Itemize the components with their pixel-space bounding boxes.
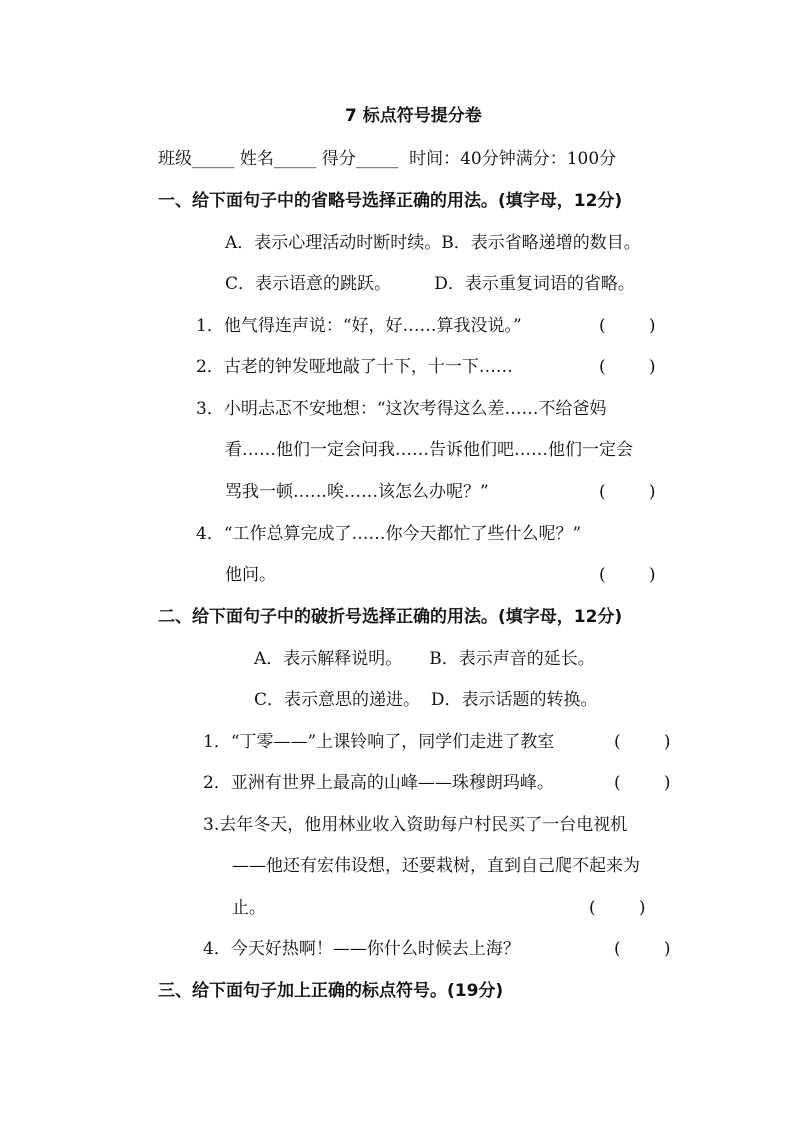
section-2-question-4: 4．今天好热啊！——你什么时候去上海？: [203, 939, 520, 959]
answer-blank[interactable]: ( ): [614, 732, 671, 752]
answer-blank[interactable]: ( ): [599, 357, 656, 377]
section-2-question-3-line-2: ——他还有宏伟设想，还要栽树，直到自己爬不起来为: [232, 856, 640, 876]
section-1-question-4-line-2: 他问。: [225, 565, 276, 585]
answer-blank[interactable]: ( ): [599, 565, 656, 585]
section-1-question-3-line-3: 骂我一顿……唉……该怎么办呢？”: [225, 482, 489, 502]
section-2-question-3-line-3: 止。: [232, 898, 266, 918]
section-1-question-3-line-1: 3．小明忐忑不安地想：“这次考得这么差……不给爸妈: [196, 399, 607, 419]
section-2-heading: 二、给下面句子中的破折号选择正确的用法。(填字母，12分): [158, 607, 623, 627]
section-2-option-row-2: C．表示意思的递进。 D．表示话题的转换。: [254, 690, 598, 710]
section-1-question-4-line-1: 4．“工作总算完成了……你今天都忙了些什么呢？”: [196, 524, 582, 544]
section-1-option-row-1: A．表示心理活动时断时续。B．表示省略递增的数目。: [225, 233, 641, 253]
section-2-question-1: 1．“丁零——”上课铃响了，同学们走进了教室: [203, 732, 555, 752]
section-2-option-row-1: A．表示解释说明。 B．表示声音的延长。: [254, 649, 595, 669]
answer-blank[interactable]: ( ): [599, 316, 656, 336]
section-3-heading: 三、给下面句子加上正确的标点符号。(19分): [158, 981, 504, 1001]
student-info-line: 班级_____ 姓名_____ 得分_____ 时间：40分钟满分：100分: [158, 149, 617, 169]
answer-blank[interactable]: ( ): [614, 773, 671, 793]
section-1-heading: 一、给下面句子中的省略号选择正确的用法。(填字母，12分): [158, 191, 623, 211]
answer-blank[interactable]: ( ): [599, 482, 656, 502]
section-1-question-2: 2．古老的钟发哑地敲了十下，十一下……: [196, 357, 513, 377]
section-2-question-2: 2．亚洲有世界上最高的山峰——珠穆朗玛峰。: [203, 773, 554, 793]
section-1-question-1: 1．他气得连声说：“好，好……算我没说。”: [196, 316, 522, 336]
section-1-question-3-line-2: 看……他们一定会问我……告诉他们吧……他们一定会: [225, 440, 633, 460]
section-2-question-3-line-1: 3.去年冬天，他用林业收入资助每户村民买了一台电视机: [203, 815, 628, 835]
answer-blank[interactable]: ( ): [614, 939, 671, 959]
page-title: 7 标点符号提分卷: [345, 106, 482, 126]
answer-blank[interactable]: ( ): [589, 898, 646, 918]
section-1-option-row-2: C．表示语意的跳跃。 D．表示重复词语的省略。: [225, 274, 635, 294]
